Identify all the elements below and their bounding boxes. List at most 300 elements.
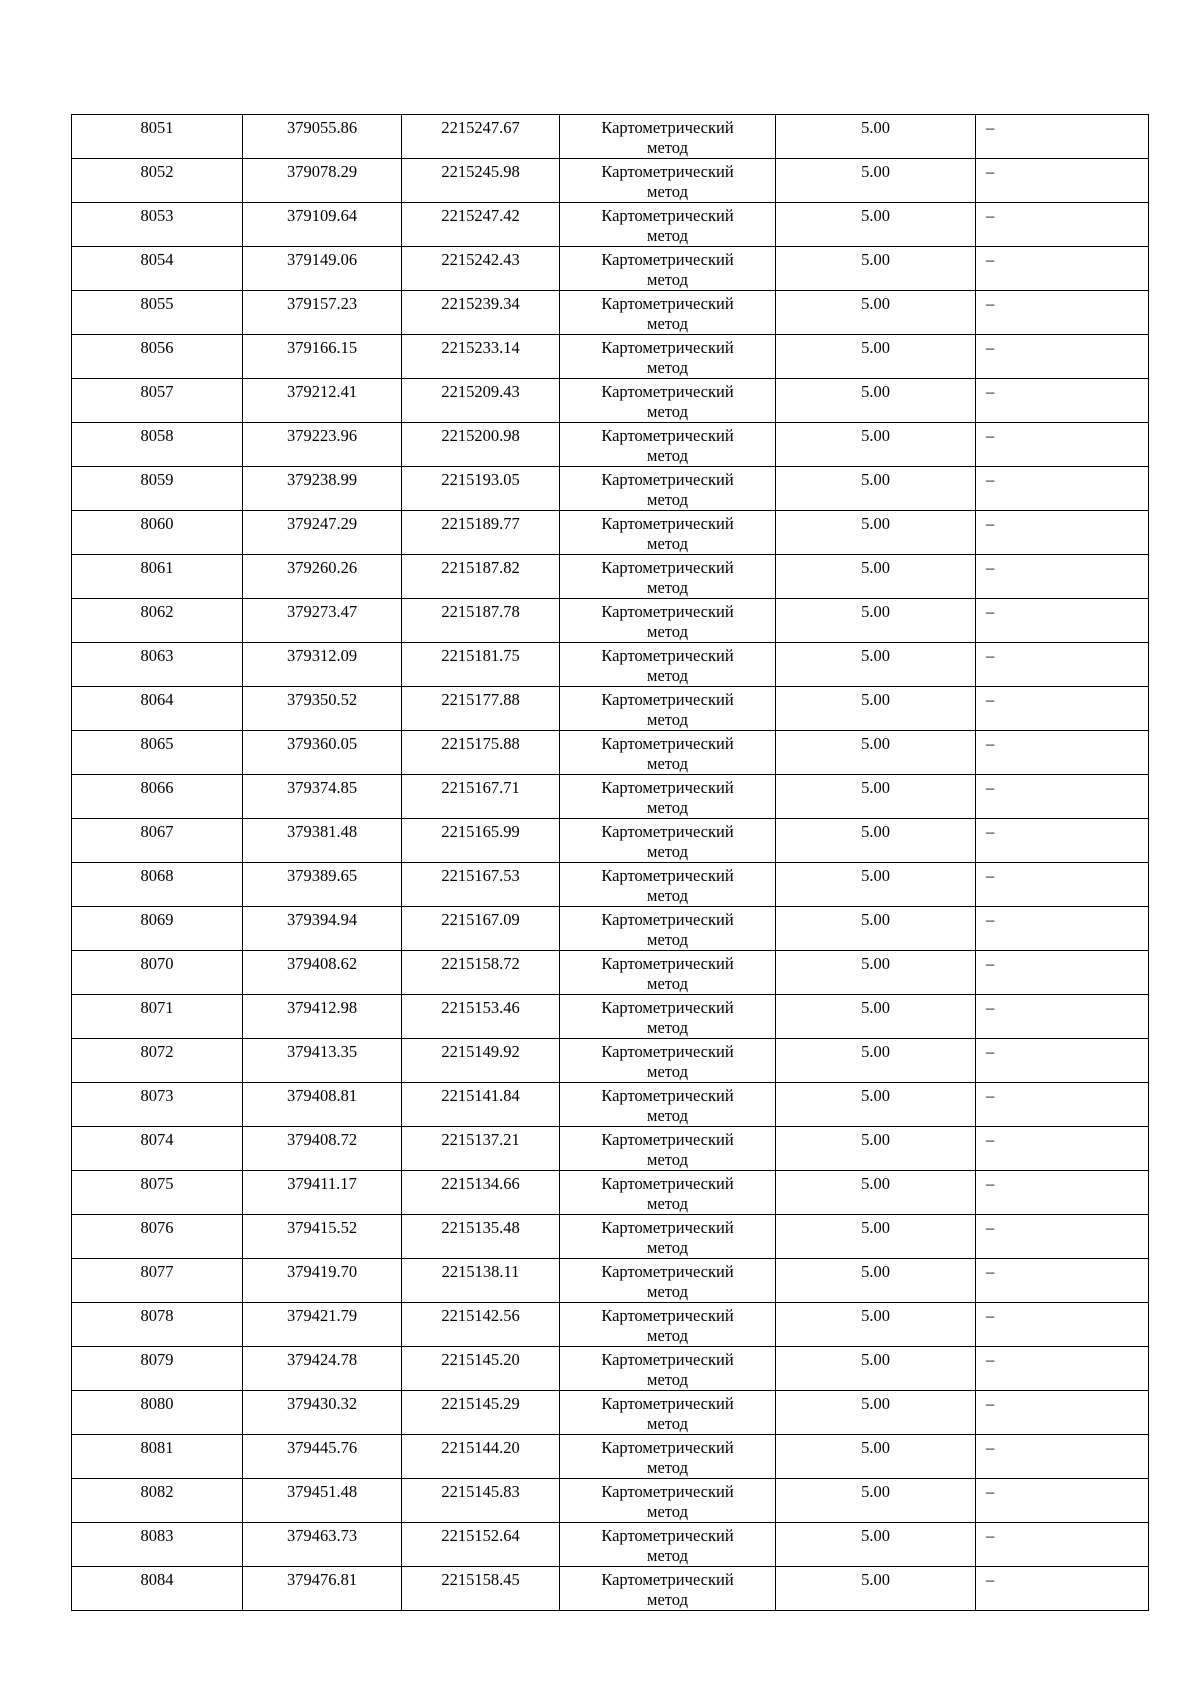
description-cell [976,1303,1149,1347]
point-number-text: 8057 [140,382,174,401]
method-text-line1: Картометрический [601,1526,734,1545]
method-text-line2: метод [647,490,688,509]
method-cell [560,1039,776,1083]
point-number-cell [72,203,243,247]
point-number-cell [72,1479,243,1523]
y-coordinate-text: 2215245.98 [441,162,520,181]
accuracy-text: 5.00 [861,778,890,797]
x-coordinate-text: 379273.47 [286,602,358,621]
accuracy-cell [776,731,976,775]
description-cell [976,335,1149,379]
method-text-line1: Картометрический [601,162,734,181]
y-coordinate-cell [402,291,560,335]
table-row [72,335,1149,379]
description-text: – [986,1086,995,1105]
x-coordinate-text: 379166.15 [286,338,358,357]
method-cell [560,819,776,863]
x-coordinate-cell [243,335,402,379]
x-coordinate-text: 379350.52 [286,690,358,709]
point-number-cell [72,1347,243,1391]
method-cell [560,423,776,467]
method-text-line2: метод [647,1150,688,1169]
accuracy-cell [776,643,976,687]
method-text-line1: Картометрический [601,338,734,357]
y-coordinate-cell [402,1479,560,1523]
point-number-cell [72,1083,243,1127]
y-coordinate-cell [402,1083,560,1127]
x-coordinate-cell [243,863,402,907]
accuracy-text: 5.00 [861,1218,890,1237]
x-coordinate-cell [243,1171,402,1215]
point-number-text: 8063 [140,646,174,665]
y-coordinate-text: 2215193.05 [441,470,520,489]
method-text-line2: метод [647,138,688,157]
accuracy-text: 5.00 [861,1130,890,1149]
description-text: – [986,822,995,841]
method-cell [560,863,776,907]
point-number-text: 8070 [140,954,174,973]
point-number-cell [72,467,243,511]
accuracy-cell [776,1347,976,1391]
y-coordinate-cell [402,731,560,775]
table-row [72,511,1149,555]
method-text-line2: метод [647,358,688,377]
description-cell [976,1435,1149,1479]
y-coordinate-text: 2215158.72 [441,954,520,973]
accuracy-cell [776,1479,976,1523]
method-text-line1: Картометрический [601,1350,734,1369]
method-text-line2: метод [647,1370,688,1389]
table-row [72,1303,1149,1347]
method-cell [560,1215,776,1259]
description-text: – [986,162,995,181]
y-coordinate-text: 2215187.78 [441,602,520,621]
accuracy-text: 5.00 [861,162,890,181]
y-coordinate-cell [402,1259,560,1303]
method-text-line2: метод [647,1106,688,1125]
method-text-line2: метод [647,710,688,729]
x-coordinate-cell [243,951,402,995]
x-coordinate-text: 379374.85 [286,778,358,797]
x-coordinate-cell [243,291,402,335]
description-text: – [986,1394,995,1413]
y-coordinate-text: 2215187.82 [441,558,520,577]
x-coordinate-cell [243,907,402,951]
description-text: – [986,514,995,533]
x-coordinate-text: 379424.78 [286,1350,358,1369]
point-number-cell [72,247,243,291]
y-coordinate-text: 2215141.84 [441,1086,520,1105]
x-coordinate-text: 379413.35 [286,1042,358,1061]
description-cell [976,1039,1149,1083]
accuracy-cell [776,863,976,907]
y-coordinate-cell [402,1347,560,1391]
x-coordinate-text: 379411.17 [287,1174,357,1193]
point-number-cell [72,687,243,731]
x-coordinate-cell [243,379,402,423]
description-cell [976,467,1149,511]
table-row [72,1215,1149,1259]
method-text-line1: Картометрический [601,778,734,797]
description-text: – [986,998,995,1017]
accuracy-text: 5.00 [861,558,890,577]
method-text-line2: метод [647,446,688,465]
y-coordinate-text: 2215175.88 [441,734,520,753]
y-coordinate-text: 2215242.43 [441,250,520,269]
description-cell [976,819,1149,863]
accuracy-cell [776,511,976,555]
y-coordinate-text: 2215134.66 [441,1174,520,1193]
point-number-text: 8078 [140,1306,174,1325]
point-number-cell [72,423,243,467]
point-number-text: 8068 [140,866,174,885]
accuracy-cell [776,1171,976,1215]
method-cell [560,511,776,555]
y-coordinate-cell [402,1215,560,1259]
table-row [72,291,1149,335]
y-coordinate-cell [402,687,560,731]
method-cell [560,1435,776,1479]
method-cell [560,1127,776,1171]
x-coordinate-cell [243,1083,402,1127]
point-number-cell [72,1523,243,1567]
method-text-line2: метод [647,578,688,597]
y-coordinate-text: 2215145.20 [441,1350,520,1369]
method-cell [560,1523,776,1567]
description-cell [976,511,1149,555]
y-coordinate-text: 2215137.21 [441,1130,520,1149]
description-cell [976,1259,1149,1303]
table-row [72,1347,1149,1391]
x-coordinate-text: 379445.76 [286,1438,358,1457]
method-text-line1: Картометрический [601,1174,734,1193]
method-text-line2: метод [647,402,688,421]
method-cell [560,1259,776,1303]
description-cell [976,775,1149,819]
table-row [72,1083,1149,1127]
accuracy-text: 5.00 [861,1262,890,1281]
point-number-cell [72,555,243,599]
method-text-line1: Картометрический [601,470,734,489]
description-text: – [986,1130,995,1149]
x-coordinate-cell [243,1127,402,1171]
point-number-cell [72,643,243,687]
table-row [72,247,1149,291]
table-row [72,203,1149,247]
method-cell [560,159,776,203]
table-row [72,643,1149,687]
description-text: – [986,1042,995,1061]
method-cell [560,335,776,379]
method-text-line1: Картометрический [601,734,734,753]
method-cell [560,1347,776,1391]
x-coordinate-cell [243,1259,402,1303]
x-coordinate-cell [243,1391,402,1435]
description-cell [976,687,1149,731]
point-number-cell [72,335,243,379]
table-row [72,1127,1149,1171]
description-cell [976,1523,1149,1567]
y-coordinate-text: 2215135.48 [441,1218,520,1237]
x-coordinate-cell [243,643,402,687]
x-coordinate-text: 379476.81 [286,1570,358,1589]
accuracy-cell [776,1259,976,1303]
accuracy-cell [776,1391,976,1435]
y-coordinate-cell [402,1523,560,1567]
accuracy-text: 5.00 [861,1306,890,1325]
point-number-text: 8062 [140,602,174,621]
accuracy-text: 5.00 [861,602,890,621]
method-cell [560,995,776,1039]
point-number-text: 8072 [140,1042,174,1061]
description-text: – [986,646,995,665]
method-cell [560,555,776,599]
table-row [72,687,1149,731]
accuracy-text: 5.00 [861,1174,890,1193]
description-text: – [986,910,995,929]
table-row [72,731,1149,775]
accuracy-cell [776,775,976,819]
method-text-line1: Картометрический [601,206,734,225]
y-coordinate-cell [402,115,560,159]
point-number-cell [72,599,243,643]
description-text: – [986,294,995,313]
accuracy-text: 5.00 [861,118,890,137]
accuracy-text: 5.00 [861,1086,890,1105]
x-coordinate-text: 379312.09 [286,646,358,665]
x-coordinate-text: 379212.41 [286,382,358,401]
accuracy-cell [776,995,976,1039]
description-text: – [986,690,995,709]
table-row [72,819,1149,863]
x-coordinate-text: 379055.86 [286,118,358,137]
point-number-cell [72,1171,243,1215]
y-coordinate-text: 2215144.20 [441,1438,520,1457]
accuracy-text: 5.00 [861,690,890,709]
description-cell [976,1215,1149,1259]
accuracy-text: 5.00 [861,470,890,489]
method-cell [560,1479,776,1523]
x-coordinate-text: 379408.72 [286,1130,358,1149]
point-number-cell [72,1039,243,1083]
x-coordinate-text: 379394.94 [286,910,358,929]
point-number-text: 8080 [140,1394,174,1413]
description-cell [976,555,1149,599]
method-text-line1: Картометрический [601,1438,734,1457]
description-cell [976,1171,1149,1215]
accuracy-cell [776,951,976,995]
x-coordinate-text: 379430.32 [286,1394,358,1413]
point-number-cell [72,731,243,775]
y-coordinate-text: 2215233.14 [441,338,520,357]
description-cell [976,159,1149,203]
point-number-text: 8071 [140,998,174,1017]
method-text-line1: Картометрический [601,1218,734,1237]
y-coordinate-text: 2215153.46 [441,998,520,1017]
x-coordinate-cell [243,819,402,863]
description-cell [976,731,1149,775]
method-cell [560,1391,776,1435]
method-text-line2: метод [647,534,688,553]
accuracy-text: 5.00 [861,910,890,929]
y-coordinate-cell [402,599,560,643]
accuracy-text: 5.00 [861,206,890,225]
point-number-text: 8077 [140,1262,174,1281]
point-number-cell [72,1127,243,1171]
x-coordinate-cell [243,203,402,247]
point-number-text: 8074 [140,1130,174,1149]
point-number-text: 8056 [140,338,174,357]
accuracy-text: 5.00 [861,734,890,753]
x-coordinate-cell [243,467,402,511]
accuracy-cell [776,599,976,643]
y-coordinate-cell [402,951,560,995]
x-coordinate-cell [243,775,402,819]
accuracy-cell [776,1083,976,1127]
method-text-line1: Картометрический [601,1482,734,1501]
x-coordinate-text: 379463.73 [286,1526,358,1545]
accuracy-text: 5.00 [861,294,890,313]
accuracy-text: 5.00 [861,426,890,445]
point-number-text: 8051 [140,118,174,137]
description-cell [976,907,1149,951]
method-cell [560,775,776,819]
point-number-cell [72,863,243,907]
y-coordinate-cell [402,1435,560,1479]
method-cell [560,599,776,643]
y-coordinate-cell [402,335,560,379]
method-text-line1: Картометрический [601,1394,734,1413]
table-row [72,159,1149,203]
point-number-text: 8069 [140,910,174,929]
method-cell [560,1083,776,1127]
y-coordinate-cell [402,423,560,467]
point-number-text: 8059 [140,470,174,489]
point-number-cell [72,907,243,951]
description-text: – [986,1438,995,1457]
table-row [72,995,1149,1039]
description-text: – [986,206,995,225]
x-coordinate-text: 379247.29 [286,514,358,533]
table-row [72,863,1149,907]
method-text-line1: Картометрический [601,558,734,577]
y-coordinate-text: 2215152.64 [441,1526,520,1545]
point-number-text: 8067 [140,822,174,841]
x-coordinate-cell [243,1479,402,1523]
accuracy-cell [776,1435,976,1479]
point-number-cell [72,995,243,1039]
accuracy-text: 5.00 [861,1482,890,1501]
method-text-line2: метод [647,226,688,245]
description-text: – [986,954,995,973]
y-coordinate-text: 2215247.67 [441,118,520,137]
coordinates-table-body [72,115,1149,1611]
point-number-text: 8083 [140,1526,174,1545]
x-coordinate-text: 379389.65 [286,866,358,885]
y-coordinate-text: 2215209.43 [441,382,520,401]
description-cell [976,1479,1149,1523]
method-cell [560,291,776,335]
x-coordinate-text: 379223.96 [286,426,358,445]
accuracy-text: 5.00 [861,1394,890,1413]
accuracy-text: 5.00 [861,338,890,357]
x-coordinate-cell [243,1523,402,1567]
method-text-line1: Картометрический [601,646,734,665]
accuracy-text: 5.00 [861,1526,890,1545]
point-number-text: 8076 [140,1218,174,1237]
method-text-line1: Картометрический [601,822,734,841]
point-number-text: 8060 [140,514,174,533]
method-text-line2: метод [647,1194,688,1213]
point-number-text: 8066 [140,778,174,797]
description-text: – [986,338,995,357]
method-text-line2: метод [647,1502,688,1521]
point-number-cell [72,291,243,335]
y-coordinate-cell [402,1171,560,1215]
table-row [72,599,1149,643]
y-coordinate-cell [402,555,560,599]
description-text: – [986,118,995,137]
method-cell [560,731,776,775]
accuracy-cell [776,115,976,159]
table-row [72,775,1149,819]
accuracy-text: 5.00 [861,1570,890,1589]
description-cell [976,863,1149,907]
method-text-line2: метод [647,270,688,289]
y-coordinate-cell [402,467,560,511]
accuracy-cell [776,159,976,203]
description-text: – [986,382,995,401]
x-coordinate-cell [243,687,402,731]
point-number-text: 8081 [140,1438,174,1457]
accuracy-cell [776,423,976,467]
accuracy-text: 5.00 [861,382,890,401]
y-coordinate-text: 2215247.42 [441,206,520,225]
x-coordinate-cell [243,247,402,291]
x-coordinate-cell [243,1567,402,1611]
table-row [72,467,1149,511]
description-text: – [986,602,995,621]
x-coordinate-text: 379149.06 [286,250,358,269]
y-coordinate-text: 2215239.34 [441,294,520,313]
point-number-cell [72,1259,243,1303]
description-text: – [986,250,995,269]
method-text-line1: Картометрический [601,998,734,1017]
method-text-line1: Картометрический [601,602,734,621]
table-row [72,907,1149,951]
point-number-cell [72,159,243,203]
y-coordinate-cell [402,247,560,291]
method-text-line2: метод [647,1282,688,1301]
point-number-cell [72,115,243,159]
x-coordinate-text: 379360.05 [286,734,358,753]
description-text: – [986,778,995,797]
description-cell [976,203,1149,247]
y-coordinate-cell [402,159,560,203]
method-text-line2: метод [647,886,688,905]
description-text: – [986,1526,995,1545]
point-number-text: 8082 [140,1482,174,1501]
y-coordinate-text: 2215167.71 [441,778,520,797]
point-number-cell [72,1435,243,1479]
point-number-cell [72,1391,243,1435]
description-text: – [986,470,995,489]
point-number-text: 8075 [140,1174,174,1193]
point-number-text: 8064 [140,690,174,709]
method-text-line1: Картометрический [601,382,734,401]
y-coordinate-text: 2215142.56 [441,1306,520,1325]
method-text-line2: метод [647,1414,688,1433]
